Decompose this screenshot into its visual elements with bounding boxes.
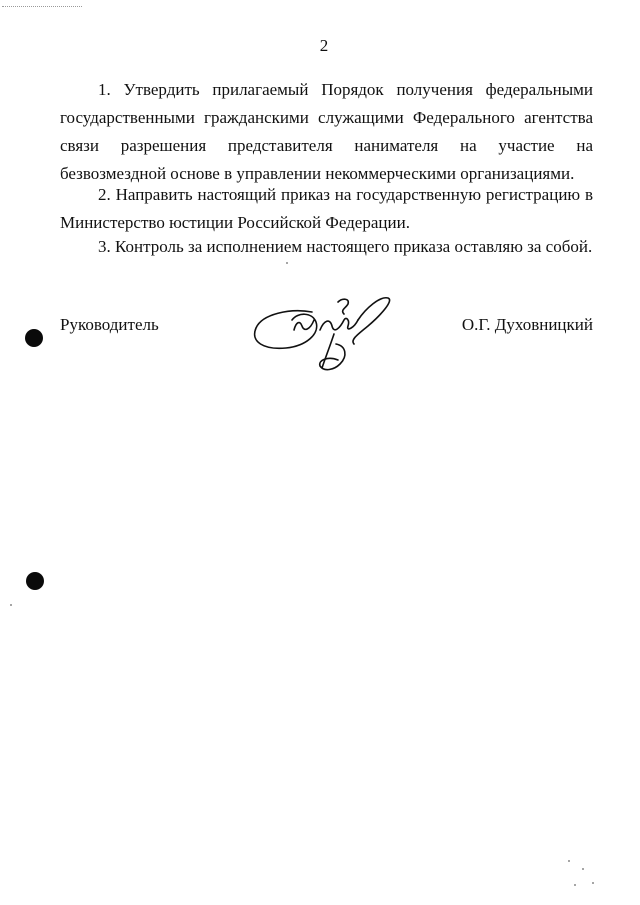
scan-speck: [582, 868, 584, 870]
scan-speck: [568, 860, 570, 862]
handwritten-signature: [250, 290, 400, 380]
scan-edge-mark: [2, 6, 82, 7]
scan-speck: [10, 604, 12, 606]
order-item-1: 1. Утвердить прилагаемый Порядок получения федеральными государственными гражданскими служащими Федерального агентства связи разрешения представителя нанимателя на участие на безвозмездной основе в управлении некоммерческими организациями.: [60, 80, 593, 183]
scan-speck: [592, 882, 594, 884]
signer-title: Руководитель: [60, 315, 159, 334]
punch-hole-bottom: [26, 572, 44, 590]
punch-hole-top: [25, 329, 43, 347]
order-item-2: 2. Направить настоящий приказ на государственную регистрацию в Министерство юстиции Российской Федерации.: [60, 185, 593, 232]
page-number: 2: [319, 36, 329, 55]
scan-speck: [286, 262, 288, 264]
scan-speck: [574, 884, 576, 886]
order-item-3: 3. Контроль за исполнением настоящего приказа оставляю за собой.: [98, 237, 593, 256]
signer-name: О.Г. Духовницкий: [461, 315, 593, 334]
